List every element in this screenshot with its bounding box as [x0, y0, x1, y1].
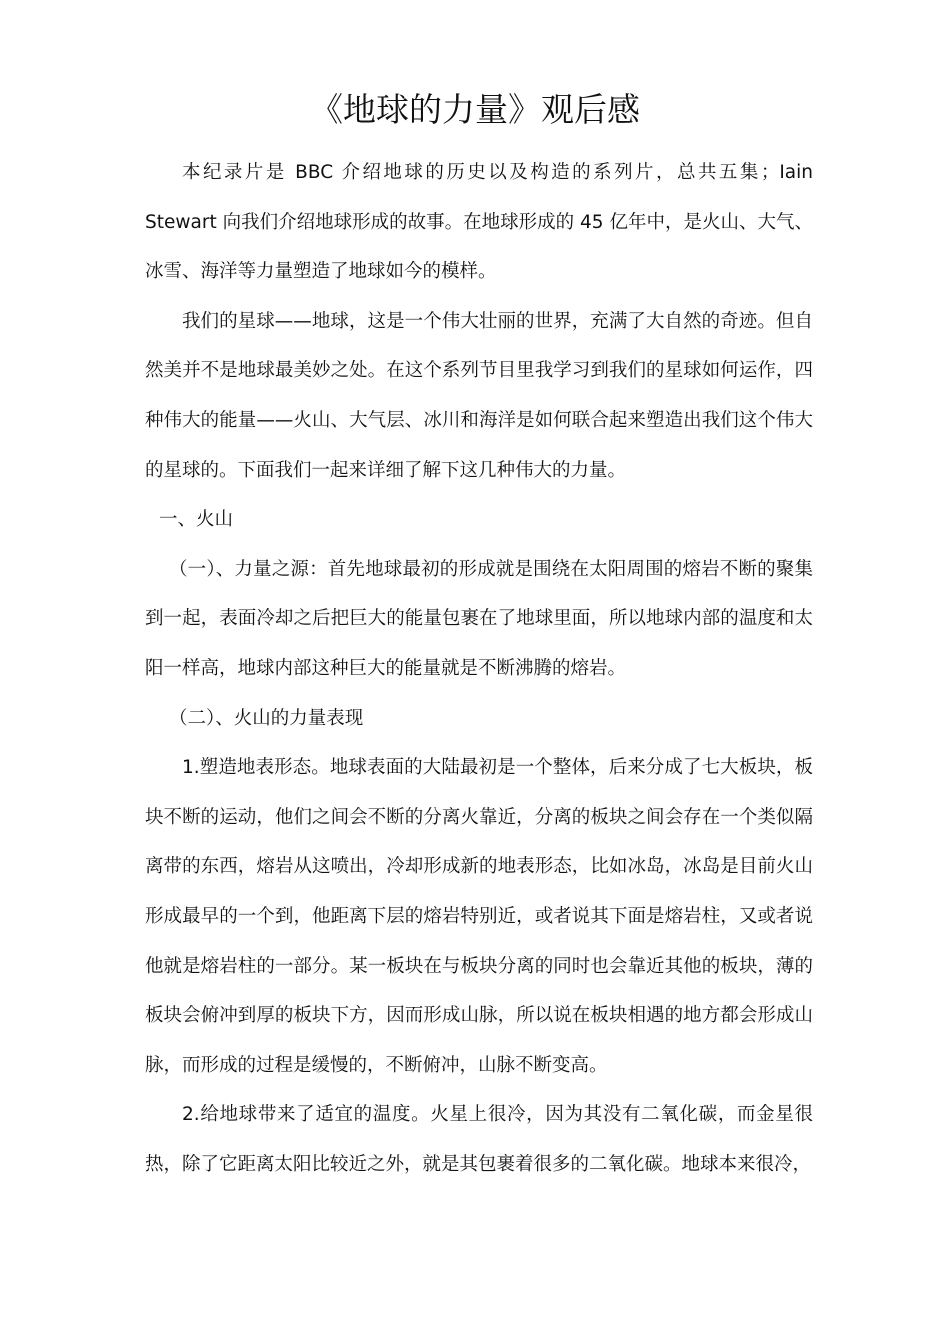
document-body: [145, 148, 813, 1189]
paragraph-intro: 本纪录片是 BBC 介绍地球的历史以及构造的系列片，总共五集；Iain Stewart 向我们介绍地球形成的故事。在地球形成的 45 亿年中，是火山、大气、冰雪、海洋等力量塑造了地球如今的模样。: [145, 162, 813, 283]
paragraph-point-1: 1.塑造地表形态。地球表面的大陆最初是一个整体，后来分成了七大板块，板块不断的运动，他们之间会不断的分离火靠近，分离的板块之间会存在一个类似隔离带的东西，熔岩从这喷出，冷却形成新的地表形态，比如冰岛，冰岛是目前火山形成最早的一个到，他距离下层的熔岩特别近，或者说其下面是熔岩柱，又或者说他就是熔岩柱的一部分。某一板块在与板块分离的同时也会靠近其他的板块，薄的板块会俯冲到厚的板块下方，因而形成山脉，所以说在板块相遇的地方都会形成山脉，而形成的过程是缓慢的，不断俯冲，山脉不断变高。: [145, 757, 813, 1076]
paragraph-planet: 我们的星球——地球，这是一个伟大壮丽的世界，充满了大自然的奇迹。但自然美并不是地球最美妙之处。在这个系列节目里我学习到我们的星球如何运作，四种伟大的能量——火山、大气层、冰川和海洋是如何联合起来塑造出我们这个伟大的星球的。下面我们一起来详细了解下这几种伟大的力量。: [145, 310, 813, 481]
subsection-heading-volcano-power: （二）、火山的力量表现: [169, 707, 364, 729]
section-heading-volcano: 一、火山: [159, 509, 234, 531]
paragraph-point-2: 2.给地球带来了适宜的温度。火星上很冷，因为其没有二氧化碳，而金星很热，除了它距离太阳比较近之外，就是其包裹着很多的二氧化碳。地球本来很冷，: [145, 1104, 813, 1175]
document-title: 《地球的力量》观后感: [310, 90, 640, 129]
paragraph-power-source: （一）、力量之源：首先地球最初的形成就是围绕在太阳周围的熔岩不断的聚集到一起，表面冷却之后把巨大的能量包裹在了地球里面，所以地球内部的温度和太阳一样高，地球内部这种巨大的能量就是不断沸腾的熔岩。: [145, 558, 813, 679]
